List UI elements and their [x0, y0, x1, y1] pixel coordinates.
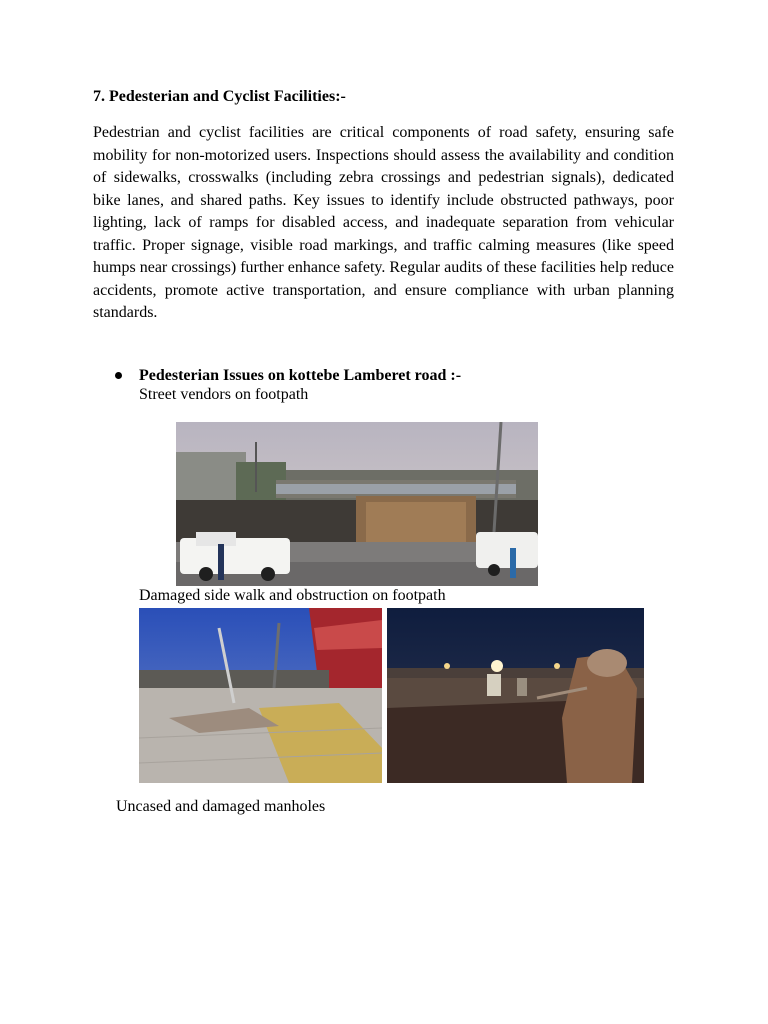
section-paragraph: Pedestrian and cyclist facilities are critical components of road safety, ensuring safe mobility for non-motorized users. Inspections should assess the availability and condition of sidewalks, crosswalks (including zebra crossings and pedestrian signals), dedicated bike lanes, and shared paths. Key issues to identify include obstructed pathways, poor lighting, lack of ramps for disabled access, and inadequate separation from vehicular traffic. Proper signage, visible road markings, and traffic calming measures (like speed humps near crossings) further enhance safety. Regular audits of these facilities help reduce accidents, promote active transportation, and ensure compliance with urban planning standards.	[93, 124, 674, 321]
night-street-photo	[387, 608, 644, 783]
street-vendors-photo	[176, 422, 538, 586]
bullet-subtitle: Street vendors on footpath	[139, 386, 309, 403]
manholes-caption: Uncased and damaged manholes	[116, 798, 326, 815]
bullet-dot-icon	[115, 372, 122, 379]
bullet-title: Pedesterian Issues on kottebe Lamberet road :-	[139, 367, 462, 384]
damaged-sidewalk-caption: Damaged side walk and obstruction on footpath	[139, 587, 446, 604]
section-heading: 7. Pedesterian and Cyclist Facilities:-	[93, 88, 346, 105]
damaged-sidewalk-photo	[139, 608, 382, 783]
